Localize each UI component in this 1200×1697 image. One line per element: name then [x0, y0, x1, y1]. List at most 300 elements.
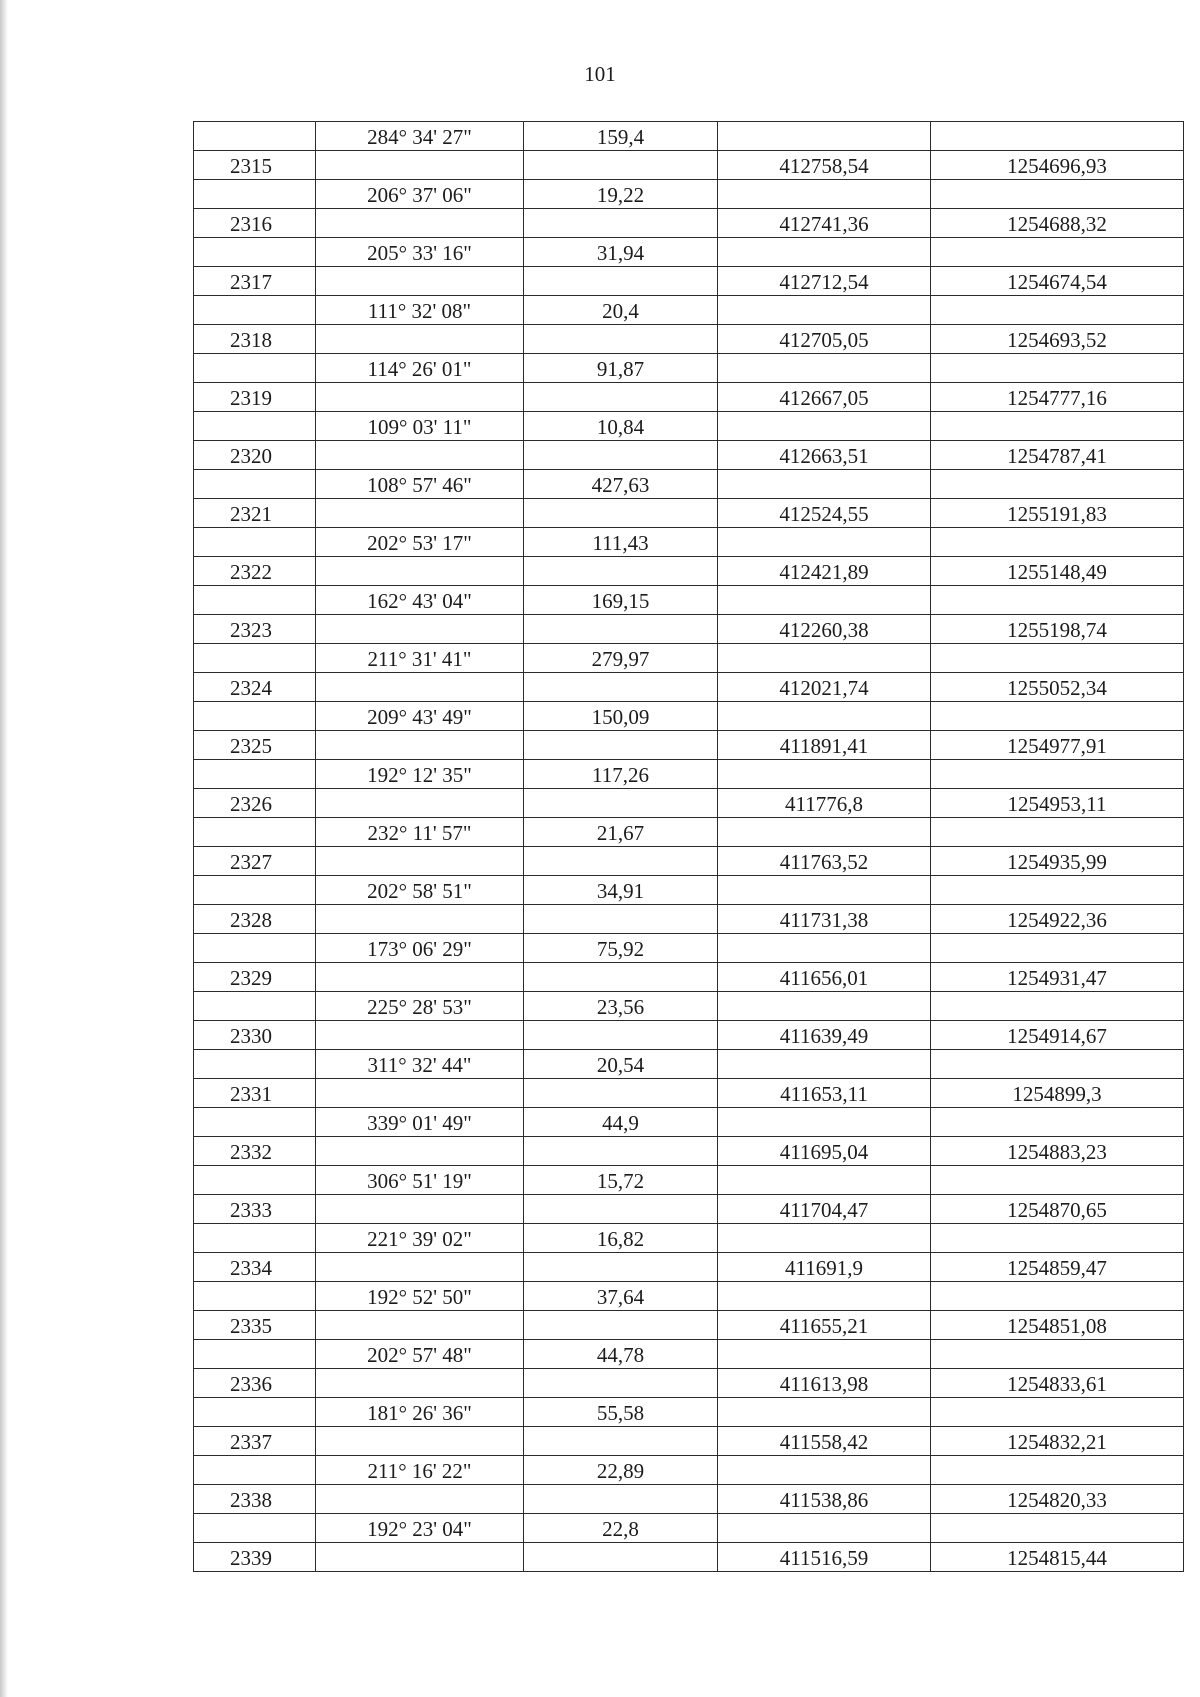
distance-cell [524, 1137, 718, 1166]
point-row [194, 325, 1184, 354]
distance-cell [524, 383, 718, 412]
angle-cell: 209° 43' 49" [316, 702, 524, 731]
angle-cell [316, 847, 524, 876]
point-row [194, 557, 1184, 586]
x-cell: 411656,01 [718, 963, 931, 992]
point-cell: 2326 [194, 789, 316, 818]
point-row [194, 1427, 1184, 1456]
x-cell: 411763,52 [718, 847, 931, 876]
x-cell: 411691,9 [718, 1253, 931, 1282]
x-cell [718, 1514, 931, 1543]
y-cell: 1254922,36 [931, 905, 1184, 934]
distance-cell [524, 731, 718, 760]
y-cell: 1254914,67 [931, 1021, 1184, 1050]
angle-cell: 284° 34' 27" [316, 122, 524, 151]
angle-cell [316, 731, 524, 760]
angle-cell [316, 1311, 524, 1340]
point-cell: 2325 [194, 731, 316, 760]
angle-cell [316, 1543, 524, 1572]
point-cell [194, 412, 316, 441]
distance-cell: 169,15 [524, 586, 718, 615]
distance-cell: 31,94 [524, 238, 718, 267]
point-cell [194, 528, 316, 557]
y-cell [931, 876, 1184, 905]
x-cell: 411516,59 [718, 1543, 931, 1572]
angle-cell: 108° 57' 46" [316, 470, 524, 499]
angle-cell: 206° 37' 06" [316, 180, 524, 209]
y-cell: 1254833,61 [931, 1369, 1184, 1398]
point-cell: 2328 [194, 905, 316, 934]
distance-cell [524, 1253, 718, 1282]
y-cell: 1254820,33 [931, 1485, 1184, 1514]
y-cell: 1255052,34 [931, 673, 1184, 702]
segment-row [194, 1456, 1184, 1485]
angle-cell: 202° 57' 48" [316, 1340, 524, 1369]
distance-cell: 21,67 [524, 818, 718, 847]
angle-cell [316, 905, 524, 934]
segment-row [194, 702, 1184, 731]
y-cell [931, 586, 1184, 615]
segment-row [194, 992, 1184, 1021]
angle-cell [316, 1079, 524, 1108]
segment-row [194, 528, 1184, 557]
point-cell [194, 1514, 316, 1543]
x-cell [718, 586, 931, 615]
point-cell: 2324 [194, 673, 316, 702]
distance-cell: 22,89 [524, 1456, 718, 1485]
x-cell [718, 354, 931, 383]
x-cell [718, 238, 931, 267]
angle-cell: 192° 23' 04" [316, 1514, 524, 1543]
point-cell: 2318 [194, 325, 316, 354]
segment-row [194, 760, 1184, 789]
distance-cell [524, 1079, 718, 1108]
segment-row [194, 1282, 1184, 1311]
point-row [194, 1311, 1184, 1340]
x-cell: 411731,38 [718, 905, 931, 934]
angle-cell [316, 557, 524, 586]
angle-cell: 232° 11' 57" [316, 818, 524, 847]
segment-row [194, 1340, 1184, 1369]
angle-cell: 202° 53' 17" [316, 528, 524, 557]
angle-cell [316, 325, 524, 354]
distance-cell [524, 673, 718, 702]
distance-cell [524, 1369, 718, 1398]
angle-cell [316, 1253, 524, 1282]
angle-cell: 114° 26' 01" [316, 354, 524, 383]
distance-cell: 44,9 [524, 1108, 718, 1137]
point-row [194, 673, 1184, 702]
point-row [194, 615, 1184, 644]
y-cell [931, 702, 1184, 731]
distance-cell [524, 151, 718, 180]
y-cell [931, 122, 1184, 151]
point-cell [194, 876, 316, 905]
segment-row [194, 1224, 1184, 1253]
angle-cell: 339° 01' 49" [316, 1108, 524, 1137]
segment-row [194, 586, 1184, 615]
point-cell: 2329 [194, 963, 316, 992]
y-cell: 1254696,93 [931, 151, 1184, 180]
x-cell [718, 1050, 931, 1079]
distance-cell: 150,09 [524, 702, 718, 731]
point-cell [194, 1398, 316, 1427]
segment-row [194, 412, 1184, 441]
point-row [194, 1079, 1184, 1108]
distance-cell: 279,97 [524, 644, 718, 673]
point-row [194, 963, 1184, 992]
distance-cell: 16,82 [524, 1224, 718, 1253]
coordinate-table [193, 121, 1184, 1572]
x-cell [718, 992, 931, 1021]
distance-cell [524, 325, 718, 354]
point-cell [194, 934, 316, 963]
angle-cell: 211° 16' 22" [316, 1456, 524, 1485]
x-cell [718, 1398, 931, 1427]
distance-cell: 427,63 [524, 470, 718, 499]
y-cell: 1254953,11 [931, 789, 1184, 818]
x-cell: 412663,51 [718, 441, 931, 470]
distance-cell [524, 1021, 718, 1050]
x-cell: 412741,36 [718, 209, 931, 238]
point-cell: 2327 [194, 847, 316, 876]
x-cell [718, 296, 931, 325]
y-cell [931, 1398, 1184, 1427]
y-cell: 1254859,47 [931, 1253, 1184, 1282]
distance-cell [524, 847, 718, 876]
point-cell [194, 354, 316, 383]
y-cell [931, 1050, 1184, 1079]
distance-cell [524, 1311, 718, 1340]
point-cell: 2315 [194, 151, 316, 180]
x-cell: 412021,74 [718, 673, 931, 702]
x-cell: 411613,98 [718, 1369, 931, 1398]
y-cell [931, 180, 1184, 209]
x-cell [718, 122, 931, 151]
distance-cell [524, 1195, 718, 1224]
point-row [194, 267, 1184, 296]
angle-cell [316, 267, 524, 296]
y-cell [931, 470, 1184, 499]
distance-cell: 37,64 [524, 1282, 718, 1311]
x-cell [718, 644, 931, 673]
angle-cell [316, 209, 524, 238]
point-row [194, 1485, 1184, 1514]
distance-cell [524, 1485, 718, 1514]
segment-row [194, 180, 1184, 209]
point-row [194, 151, 1184, 180]
y-cell [931, 1166, 1184, 1195]
x-cell [718, 934, 931, 963]
angle-cell [316, 1427, 524, 1456]
point-cell [194, 586, 316, 615]
point-row [194, 731, 1184, 760]
point-cell: 2338 [194, 1485, 316, 1514]
point-row [194, 1137, 1184, 1166]
point-row [194, 209, 1184, 238]
y-cell [931, 1340, 1184, 1369]
y-cell: 1254777,16 [931, 383, 1184, 412]
y-cell: 1254674,54 [931, 267, 1184, 296]
distance-cell: 159,4 [524, 122, 718, 151]
angle-cell: 306° 51' 19" [316, 1166, 524, 1195]
x-cell [718, 412, 931, 441]
point-cell: 2330 [194, 1021, 316, 1050]
x-cell [718, 876, 931, 905]
y-cell: 1254899,3 [931, 1079, 1184, 1108]
distance-cell: 117,26 [524, 760, 718, 789]
distance-cell [524, 557, 718, 586]
x-cell [718, 470, 931, 499]
x-cell [718, 1282, 931, 1311]
x-cell: 411891,41 [718, 731, 931, 760]
angle-cell [316, 615, 524, 644]
y-cell [931, 1456, 1184, 1485]
point-cell [194, 296, 316, 325]
x-cell: 411639,49 [718, 1021, 931, 1050]
distance-cell: 23,56 [524, 992, 718, 1021]
point-cell: 2336 [194, 1369, 316, 1398]
y-cell: 1254688,32 [931, 209, 1184, 238]
segment-row [194, 934, 1184, 963]
point-cell [194, 180, 316, 209]
x-cell: 411655,21 [718, 1311, 931, 1340]
distance-cell [524, 267, 718, 296]
point-cell [194, 1282, 316, 1311]
distance-cell: 15,72 [524, 1166, 718, 1195]
x-cell: 412705,05 [718, 325, 931, 354]
y-cell: 1254931,47 [931, 963, 1184, 992]
point-cell: 2320 [194, 441, 316, 470]
x-cell [718, 760, 931, 789]
point-row [194, 847, 1184, 876]
x-cell [718, 180, 931, 209]
x-cell [718, 1340, 931, 1369]
x-cell [718, 1166, 931, 1195]
point-cell: 2317 [194, 267, 316, 296]
x-cell: 411558,42 [718, 1427, 931, 1456]
x-cell [718, 528, 931, 557]
distance-cell [524, 441, 718, 470]
distance-cell: 44,78 [524, 1340, 718, 1369]
point-cell [194, 644, 316, 673]
point-row [194, 1543, 1184, 1572]
angle-cell: 202° 58' 51" [316, 876, 524, 905]
y-cell: 1254832,21 [931, 1427, 1184, 1456]
angle-cell: 205° 33' 16" [316, 238, 524, 267]
scan-edge [0, 0, 8, 1697]
point-cell: 2323 [194, 615, 316, 644]
segment-row [194, 470, 1184, 499]
point-cell [194, 470, 316, 499]
x-cell: 412712,54 [718, 267, 931, 296]
point-cell: 2333 [194, 1195, 316, 1224]
x-cell: 412667,05 [718, 383, 931, 412]
segment-row [194, 1050, 1184, 1079]
page-number: 101 [584, 62, 616, 86]
angle-cell: 109° 03' 11" [316, 412, 524, 441]
y-cell: 1254870,65 [931, 1195, 1184, 1224]
point-cell [194, 702, 316, 731]
angle-cell [316, 963, 524, 992]
y-cell: 1254815,44 [931, 1543, 1184, 1572]
angle-cell: 111° 32' 08" [316, 296, 524, 325]
angle-cell [316, 441, 524, 470]
distance-cell: 55,58 [524, 1398, 718, 1427]
point-cell: 2337 [194, 1427, 316, 1456]
y-cell: 1254977,91 [931, 731, 1184, 760]
x-cell: 412421,89 [718, 557, 931, 586]
point-cell [194, 1224, 316, 1253]
point-cell [194, 1050, 316, 1079]
angle-cell [316, 673, 524, 702]
x-cell [718, 702, 931, 731]
y-cell: 1254883,23 [931, 1137, 1184, 1166]
distance-cell: 75,92 [524, 934, 718, 963]
segment-row [194, 122, 1184, 151]
distance-cell: 10,84 [524, 412, 718, 441]
segment-row [194, 1166, 1184, 1195]
y-cell [931, 644, 1184, 673]
point-cell: 2332 [194, 1137, 316, 1166]
segment-row [194, 238, 1184, 267]
point-cell: 2321 [194, 499, 316, 528]
y-cell: 1254935,99 [931, 847, 1184, 876]
angle-cell [316, 151, 524, 180]
table-body [194, 122, 1184, 1572]
distance-cell: 34,91 [524, 876, 718, 905]
x-cell: 411695,04 [718, 1137, 931, 1166]
point-row [194, 789, 1184, 818]
y-cell: 1254787,41 [931, 441, 1184, 470]
y-cell: 1254693,52 [931, 325, 1184, 354]
angle-cell [316, 1137, 524, 1166]
angle-cell: 225° 28' 53" [316, 992, 524, 1021]
distance-cell [524, 789, 718, 818]
angle-cell [316, 1369, 524, 1398]
point-cell [194, 238, 316, 267]
distance-cell: 20,54 [524, 1050, 718, 1079]
angle-cell: 192° 12' 35" [316, 760, 524, 789]
distance-cell [524, 963, 718, 992]
angle-cell: 173° 06' 29" [316, 934, 524, 963]
x-cell [718, 1456, 931, 1485]
angle-cell [316, 1485, 524, 1514]
point-cell [194, 1340, 316, 1369]
y-cell [931, 354, 1184, 383]
angle-cell [316, 1195, 524, 1224]
y-cell: 1255198,74 [931, 615, 1184, 644]
segment-row [194, 818, 1184, 847]
point-cell [194, 818, 316, 847]
point-cell [194, 1166, 316, 1195]
distance-cell [524, 615, 718, 644]
y-cell: 1254851,08 [931, 1311, 1184, 1340]
segment-row [194, 354, 1184, 383]
point-cell [194, 1456, 316, 1485]
x-cell: 412758,54 [718, 151, 931, 180]
angle-cell: 221° 39' 02" [316, 1224, 524, 1253]
angle-cell: 192° 52' 50" [316, 1282, 524, 1311]
segment-row [194, 876, 1184, 905]
y-cell [931, 1282, 1184, 1311]
y-cell [931, 1224, 1184, 1253]
x-cell: 411653,11 [718, 1079, 931, 1108]
point-row [194, 441, 1184, 470]
angle-cell: 162° 43' 04" [316, 586, 524, 615]
distance-cell [524, 1427, 718, 1456]
point-row [194, 1021, 1184, 1050]
y-cell [931, 934, 1184, 963]
y-cell [931, 412, 1184, 441]
x-cell: 412524,55 [718, 499, 931, 528]
angle-cell: 211° 31' 41" [316, 644, 524, 673]
y-cell [931, 992, 1184, 1021]
x-cell: 412260,38 [718, 615, 931, 644]
segment-row [194, 1514, 1184, 1543]
distance-cell: 22,8 [524, 1514, 718, 1543]
angle-cell [316, 789, 524, 818]
x-cell: 411704,47 [718, 1195, 931, 1224]
point-cell [194, 122, 316, 151]
angle-cell [316, 499, 524, 528]
distance-cell [524, 905, 718, 934]
angle-cell: 181° 26' 36" [316, 1398, 524, 1427]
distance-cell: 111,43 [524, 528, 718, 557]
point-row [194, 383, 1184, 412]
point-cell: 2339 [194, 1543, 316, 1572]
y-cell [931, 296, 1184, 325]
point-row [194, 1369, 1184, 1398]
x-cell: 411538,86 [718, 1485, 931, 1514]
y-cell [931, 238, 1184, 267]
y-cell [931, 1514, 1184, 1543]
point-cell: 2335 [194, 1311, 316, 1340]
point-cell: 2319 [194, 383, 316, 412]
x-cell [718, 1108, 931, 1137]
x-cell: 411776,8 [718, 789, 931, 818]
segment-row [194, 296, 1184, 325]
angle-cell: 311° 32' 44" [316, 1050, 524, 1079]
point-cell: 2322 [194, 557, 316, 586]
y-cell [931, 528, 1184, 557]
point-row [194, 1195, 1184, 1224]
point-cell: 2331 [194, 1079, 316, 1108]
y-cell [931, 760, 1184, 789]
y-cell: 1255191,83 [931, 499, 1184, 528]
point-cell: 2316 [194, 209, 316, 238]
y-cell [931, 818, 1184, 847]
point-cell [194, 992, 316, 1021]
point-row [194, 905, 1184, 934]
segment-row [194, 1108, 1184, 1137]
angle-cell [316, 383, 524, 412]
y-cell: 1255148,49 [931, 557, 1184, 586]
segment-row [194, 644, 1184, 673]
y-cell [931, 1108, 1184, 1137]
distance-cell: 19,22 [524, 180, 718, 209]
x-cell [718, 818, 931, 847]
distance-cell: 91,87 [524, 354, 718, 383]
point-row [194, 499, 1184, 528]
x-cell [718, 1224, 931, 1253]
distance-cell [524, 1543, 718, 1572]
point-row [194, 1253, 1184, 1282]
point-cell [194, 760, 316, 789]
distance-cell [524, 209, 718, 238]
point-cell [194, 1108, 316, 1137]
point-cell: 2334 [194, 1253, 316, 1282]
